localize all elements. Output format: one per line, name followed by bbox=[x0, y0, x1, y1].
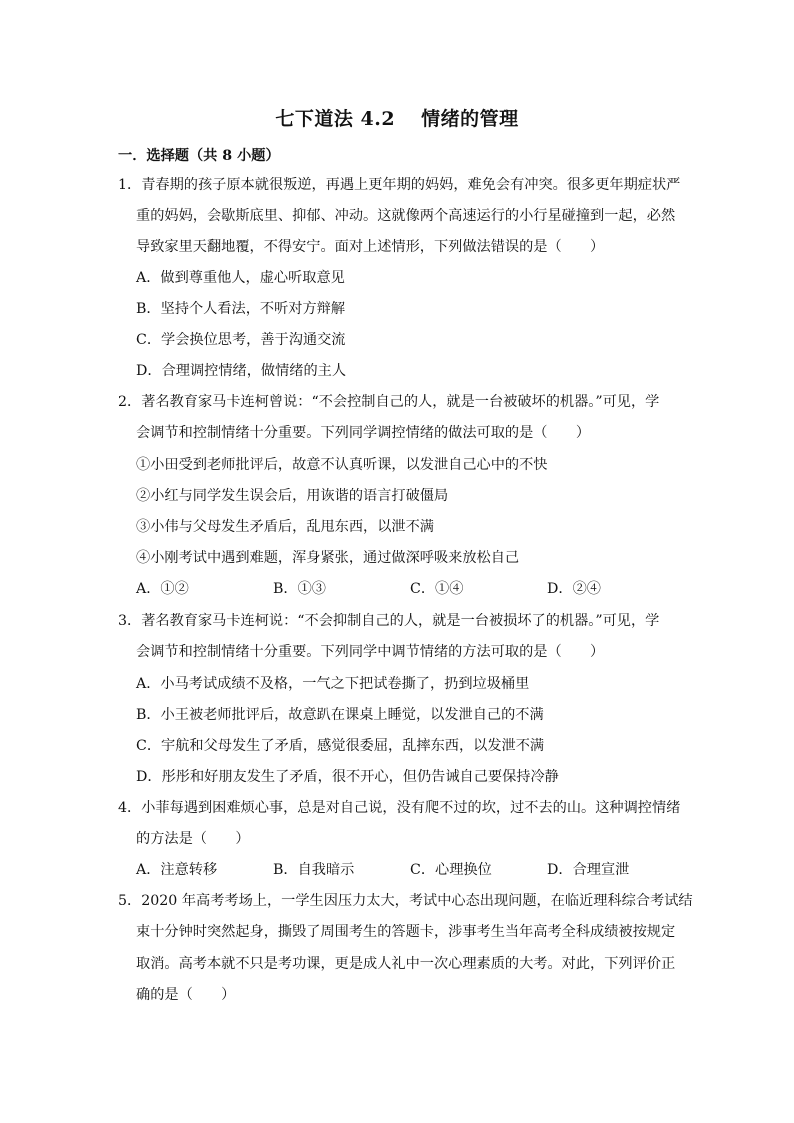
title-course: 七下道法 4.2 bbox=[275, 108, 396, 130]
q3-option-c: C．宇航和父母发生了矛盾，感觉很委屈，乱摔东西，以发泄不满 bbox=[136, 738, 545, 754]
q4-options-row bbox=[136, 860, 684, 880]
q3-line-1: 3．著名教育家马卡连柯说：“不会抑制自己的人，就是一台被损坏了的机器。”可见，学 bbox=[118, 613, 660, 629]
q4-line-1: 4．小菲每遇到困难烦心事，总是对自己说，没有爬不过的坎，过不去的山。这种调控情绪 bbox=[118, 800, 681, 816]
q2-option-a: A．①② bbox=[136, 581, 189, 597]
q2-option-b: B．①③ bbox=[273, 581, 326, 597]
q4-option-b: B．自我暗示 bbox=[273, 862, 355, 878]
q2-line-1: 2．著名教育家马卡连柯曾说：“不会控制自己的人，就是一台被破坏的机器。”可见，学 bbox=[118, 394, 660, 410]
q1-option-b: B．坚持个人看法，不听对方辩解 bbox=[136, 301, 346, 317]
q4-option-d: D．合理宣泄 bbox=[547, 862, 630, 878]
q3-option-b: B．小王被老师批评后，故意趴在课桌上睡觉，以发泄自己的不满 bbox=[136, 707, 544, 723]
q5-line-4: 确的是（ ） bbox=[136, 987, 236, 1003]
q5-line-3: 取消。高考本就不只是考功课，更是成人礼中一次心理素质的大考。对此，下列评价正 bbox=[136, 956, 676, 972]
q4-option-c: C．心理换位 bbox=[410, 862, 492, 878]
q3-option-d: D．彤彤和好朋友发生了矛盾，很不开心，但仍告诫自己要保持冷静 bbox=[136, 769, 559, 785]
q2-item-3: ③小伟与父母发生矛盾后，乱甩东西，以泄不满 bbox=[136, 519, 434, 535]
page-title bbox=[0, 104, 794, 131]
q1-line-3: 导致家里天翻地覆，不得安宁。面对上述情形，下列做法错误的是（ ） bbox=[136, 239, 605, 255]
q2-option-c: C．①④ bbox=[410, 581, 464, 597]
q1-option-d: D．合理调控情绪，做情绪的主人 bbox=[136, 363, 347, 379]
q2-line-2: 会调节和控制情绪十分重要。下列同学调控情绪的做法可取的是（ ） bbox=[136, 425, 591, 441]
q3-option-a: A．小马考试成绩不及格，一气之下把试卷撕了，扔到垃圾桶里 bbox=[136, 676, 530, 692]
q3-line-2: 会调节和控制情绪十分重要。下列同学中调节情绪的方法可取的是（ ） bbox=[136, 644, 605, 660]
q1-option-c: C．学会换位思考，善于沟通交流 bbox=[136, 332, 346, 348]
q5-line-2: 束十分钟时突然起身，撕毁了周围考生的答题卡，涉事考生当年高考全科成绩被按规定 bbox=[136, 924, 676, 940]
q2-option-d: D．②④ bbox=[547, 581, 601, 597]
q5-line-1: 5．2020 年高考考场上，一学生因压力太大，考试中心态出现问题，在临近理科综合考试结 bbox=[118, 893, 693, 909]
q2-options-row bbox=[136, 579, 684, 599]
q2-item-2: ②小红与同学发生误会后，用诙谐的语言打破僵局 bbox=[136, 488, 449, 504]
q2-item-4: ④小刚考试中遇到难题，浑身紧张，通过做深呼吸来放松自己 bbox=[136, 550, 520, 566]
q1-option-a: A．做到尊重他人，虚心听取意见 bbox=[136, 270, 345, 286]
q4-option-a: A．注意转移 bbox=[136, 862, 218, 878]
q1-line-2: 重的妈妈，会歇斯底里、抑郁、冲动。这就像两个高速运行的小行星碰撞到一起，必然 bbox=[136, 208, 676, 224]
q2-item-1: ①小田受到老师批评后，故意不认真听课，以发泄自己心中的不快 bbox=[136, 457, 548, 473]
q4-line-2: 的方法是（ ） bbox=[136, 831, 250, 847]
title-topic: 情绪的管理 bbox=[421, 108, 519, 130]
q1-line-1: 1．青春期的孩子原本就很叛逆，再遇上更年期的妈妈，难免会有冲突。很多更年期症状严 bbox=[118, 177, 681, 193]
section-heading: 一．选择题（共 8 小题） bbox=[118, 148, 280, 164]
